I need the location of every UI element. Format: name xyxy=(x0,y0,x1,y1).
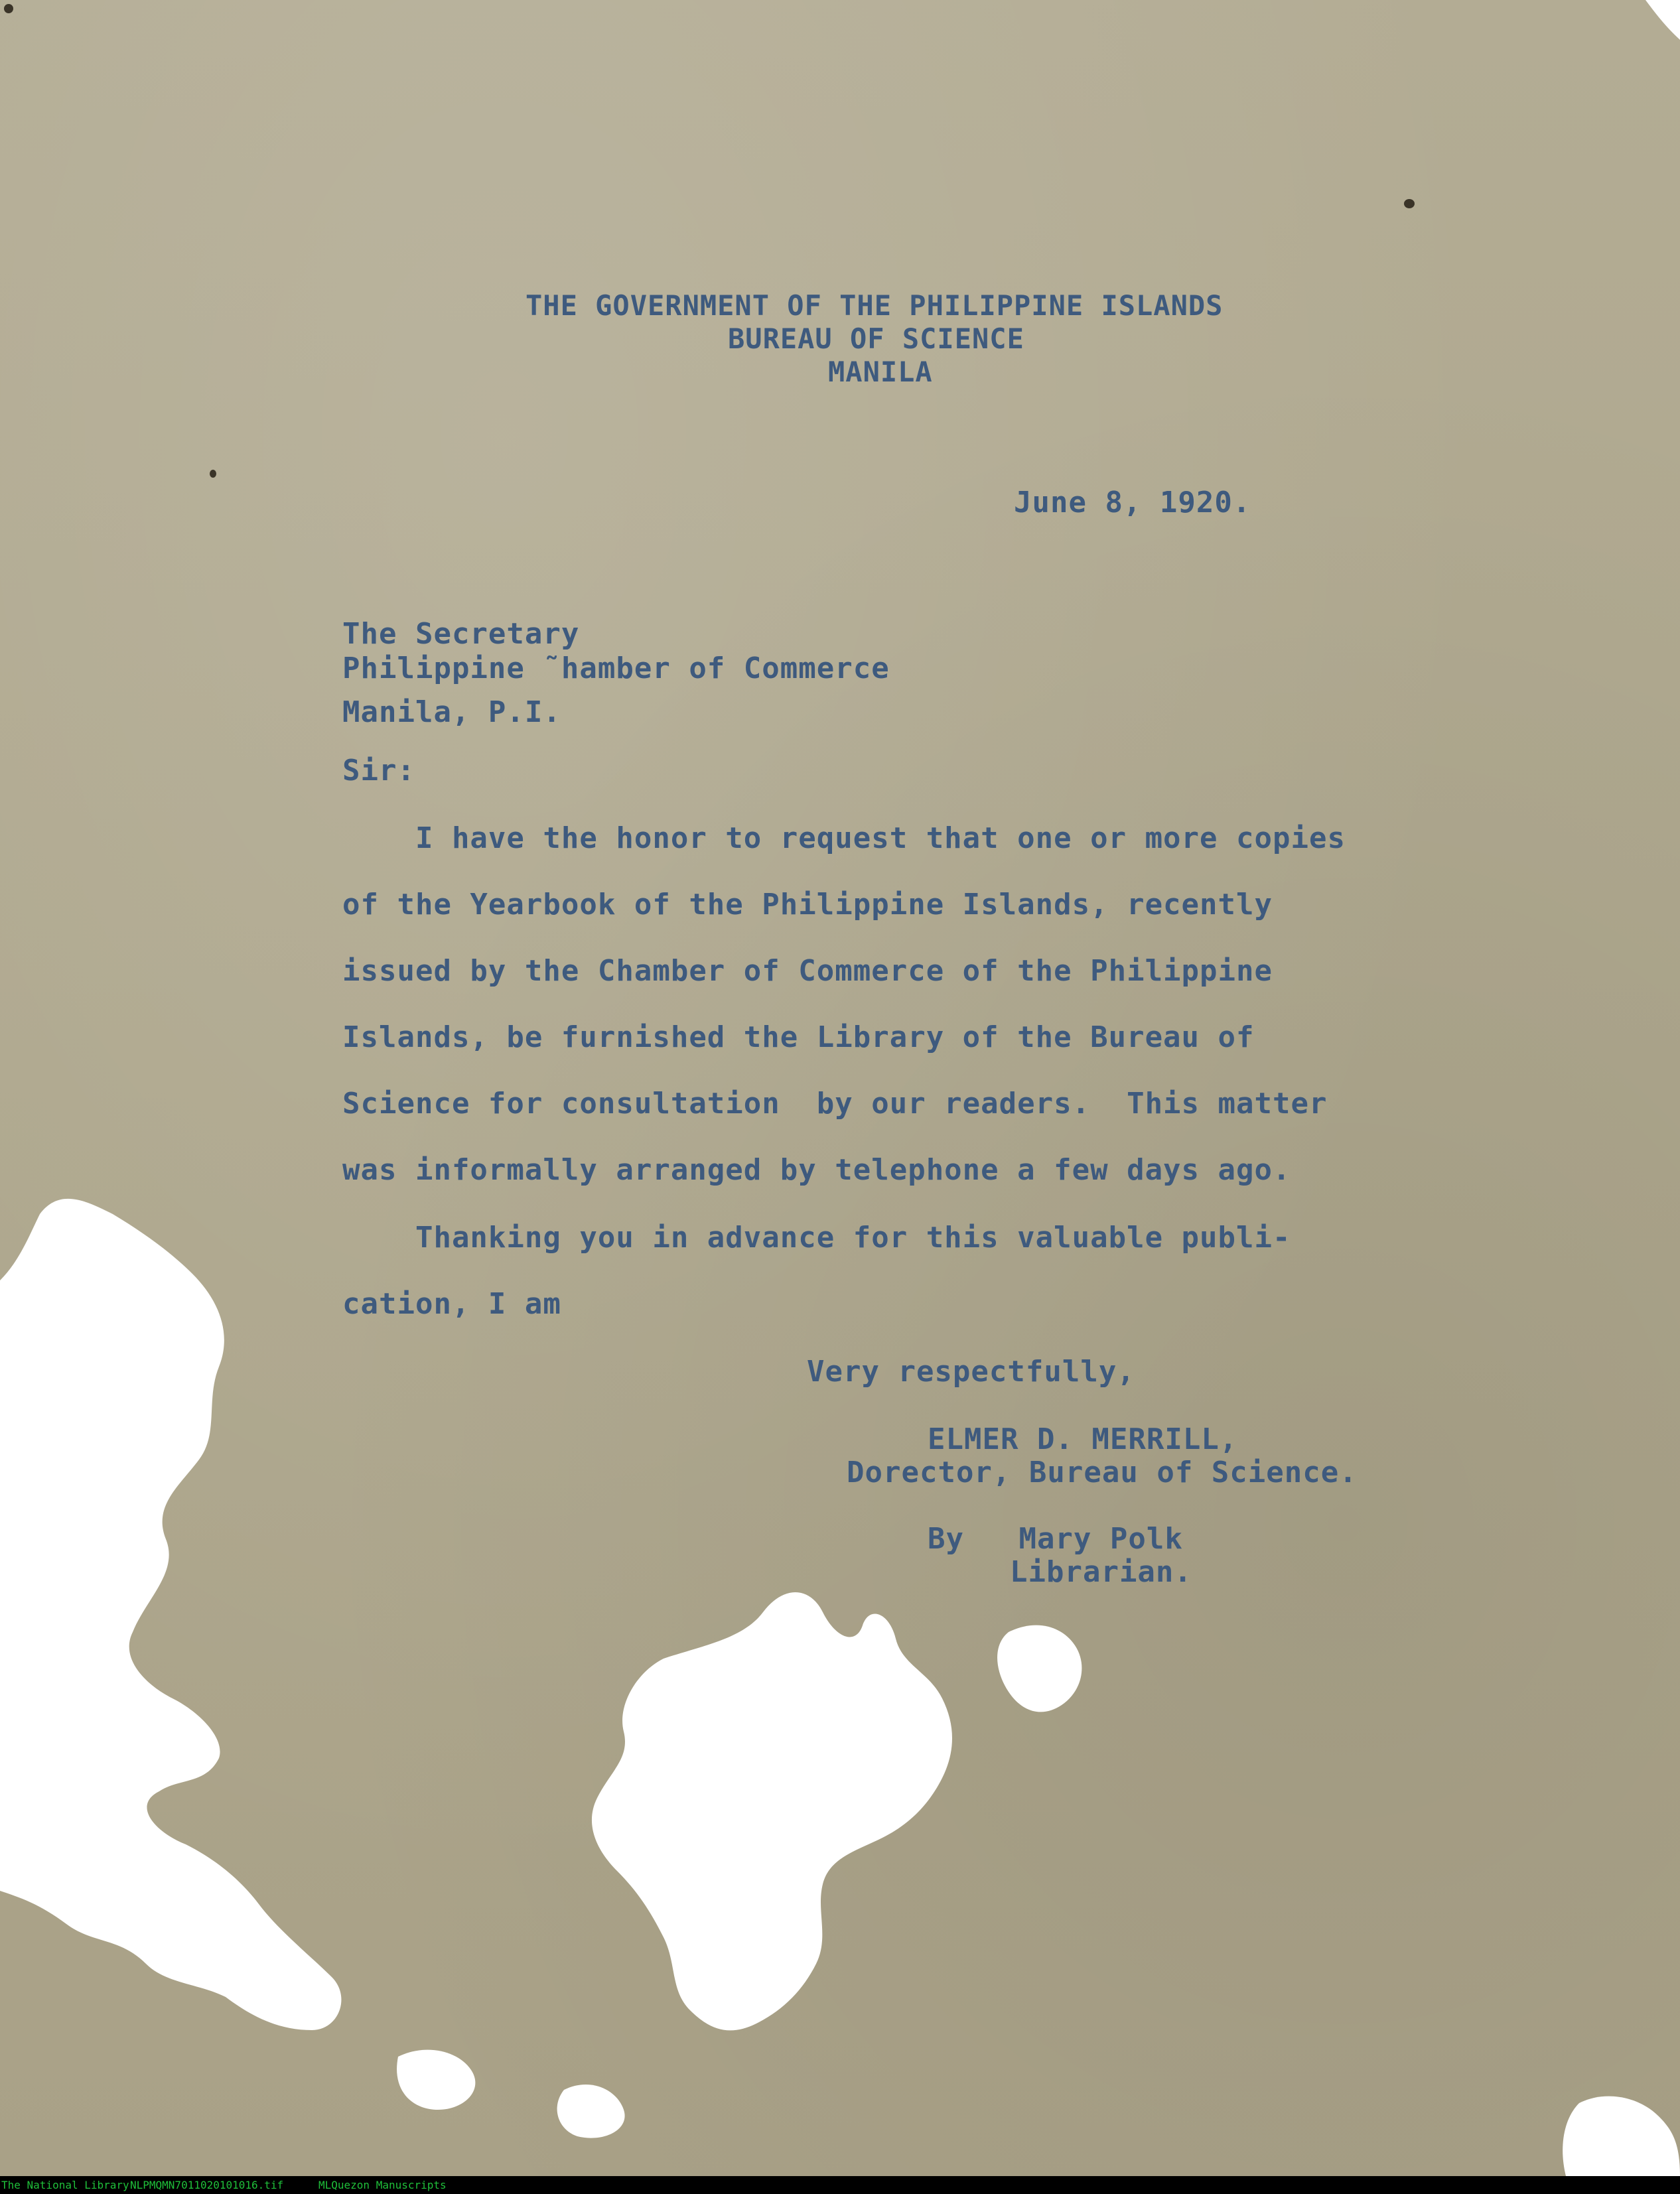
ink-speck xyxy=(210,470,216,478)
letter-date: June 8, 1920. xyxy=(1014,486,1251,519)
scan-footer-bar xyxy=(0,2176,1680,2194)
signatory-title: Dorector, Bureau of Science. xyxy=(847,1456,1358,1489)
footer-filename: NLPMQMN7011020101016.tif xyxy=(130,2179,284,2191)
by-line: By Mary Polk xyxy=(928,1522,1183,1556)
closing: Very respectfully, xyxy=(807,1355,1135,1389)
letterhead-line-2: BUREAU OF SCIENCE xyxy=(728,322,1024,355)
body-line: Science for consultation by our readers. This matter xyxy=(342,1087,1328,1121)
body-line: issued by the Chamber of Commerce of the Philippine xyxy=(342,954,1273,988)
recipient-line-1: The Secretary xyxy=(342,617,580,651)
letterhead-line-1: THE GOVERNMENT OF THE PHILIPPINE ISLANDS xyxy=(525,289,1224,322)
signatory-name: ELMER D. MERRILL, xyxy=(928,1422,1238,1456)
recipient-line-2: Philippine ˜hamber of Commerce xyxy=(342,651,890,685)
salutation: Sir: xyxy=(342,754,415,788)
letterhead-line-3: MANILA xyxy=(828,356,933,388)
ink-speck xyxy=(4,4,13,13)
footer-collection: MLQuezon Manuscripts xyxy=(318,2179,447,2191)
body-line: was informally arranged by telephone a few days ago. xyxy=(342,1153,1291,1187)
recipient-line-3: Manila, P.I. xyxy=(342,695,561,729)
by-title: Librarian. xyxy=(1010,1555,1192,1589)
body-line: of the Yearbook of the Philippine Islands, recently xyxy=(342,888,1273,922)
body-line: I have the honor to request that one or more copies xyxy=(342,821,1346,855)
ink-speck xyxy=(1404,199,1415,208)
body-line: cation, I am xyxy=(342,1287,561,1321)
body-line: Thanking you in advance for this valuable publi- xyxy=(342,1221,1291,1255)
body-line: Islands, be furnished the Library of the Bureau of xyxy=(342,1020,1255,1054)
footer-source: The National Library xyxy=(1,2179,129,2191)
